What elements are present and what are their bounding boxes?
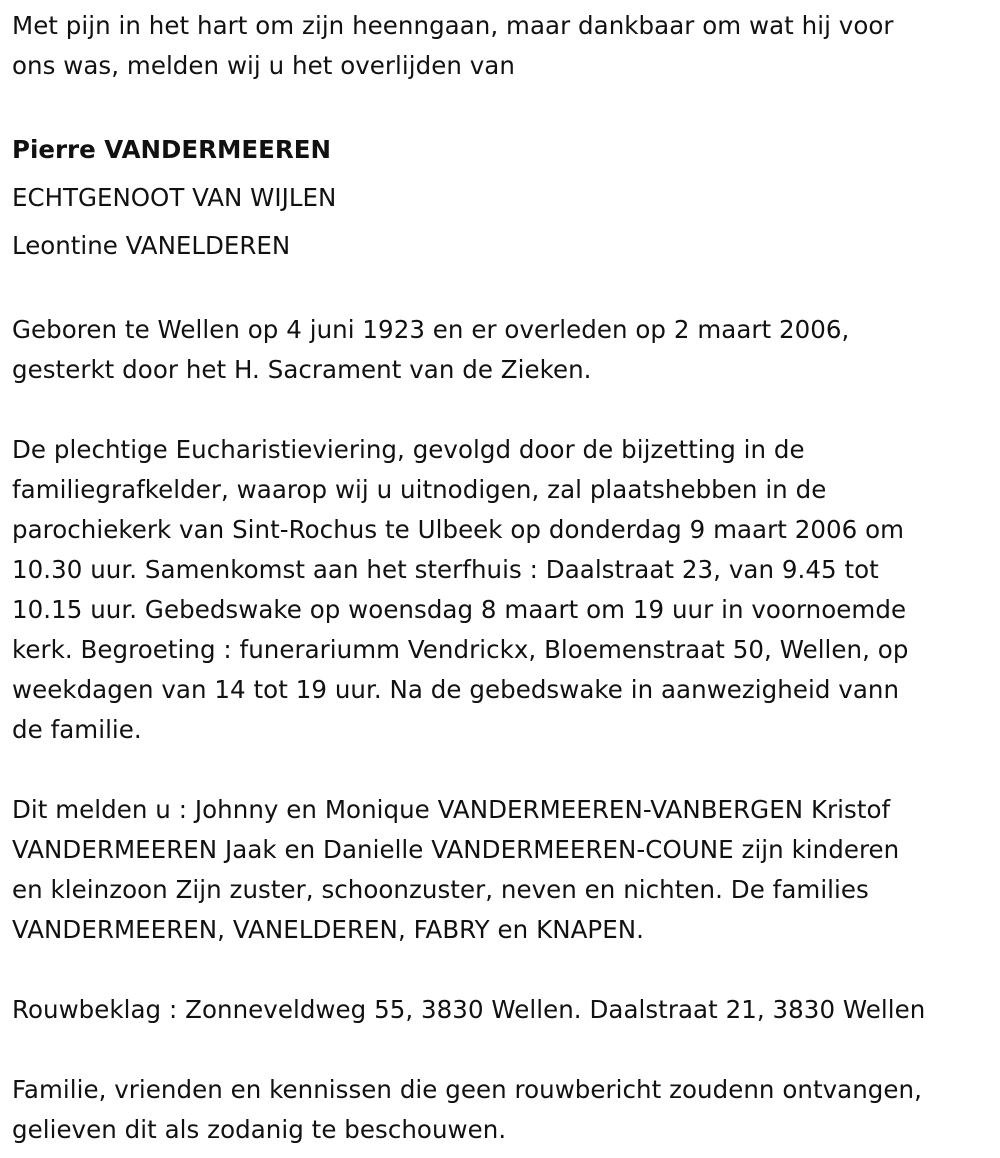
mourning-address: Rouwbeklag : Zonneveldweg 55, 3830 Wellen. Daalstraat 21, 3830 Wellen — [12, 995, 926, 1024]
spacer — [12, 950, 988, 990]
spacer — [12, 270, 988, 310]
intro-paragraph: Met pijn in het hart om zijn heenngaan, maar dankbaar om wat hij voor ons was, melden wij u het overlijden van — [12, 11, 894, 80]
spouse-name: Leontine VANELDEREN — [12, 231, 291, 260]
deceased-name: Pierre VANDERMEEREN — [12, 135, 331, 164]
spacer — [12, 390, 988, 430]
ceremony-paragraph: De plechtige Eucharistieviering, gevolgd door de bijzetting in de familiegrafkelder, waarop wij u uitnodigen, zal plaatshebben in de parochiekerk van Sint-Rochus te Ulbeek op donderdag 9 maart 2006 om 10.30 uur. Samenkomst aan het sterfhuis : Daalstraat 23, van 9.45 tot 10.15 uur. Gebedswake op woensdag 8 maart om 19 uur in voornoemde kerk. Begroeting : funerariumm Vendrickx, Bloemenstraat 50, Wellen, op weekdagen van 14 tot 19 uur. Na de gebedswake in aanwezigheid vann de familie. — [12, 435, 909, 744]
closing-paragraph: Familie, vrienden en kennissen die geen rouwbericht zoudenn ontvangen, gelieven dit als zodanig te beschouwen. — [12, 1075, 922, 1144]
spacer — [12, 1030, 988, 1070]
birth-death-paragraph: Geboren te Wellen op 4 juni 1923 en er overleden op 2 maart 2006, gesterkt door het H. Sacrament van de Zieken. — [12, 315, 850, 384]
spacer — [12, 86, 988, 126]
spouse-label: ECHTGENOOT VAN WIJLEN — [12, 183, 337, 212]
family-paragraph: Dit melden u : Johnny en Monique VANDERMEEREN-VANBERGEN Kristof VANDERMEEREN Jaak en Danielle VANDERMEEREN-COUNE zijn kinderen en kleinzoon Zijn zuster, schoonzuster, neven en nichten. De families VANDERMEEREN, VANELDEREN, FABRY en KNAPEN. — [12, 795, 900, 944]
spacer — [12, 750, 988, 790]
